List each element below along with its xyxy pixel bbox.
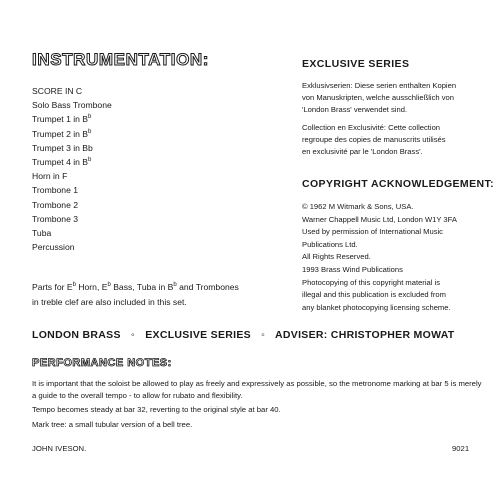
copyright-line: All Rights Reserved. <box>302 252 371 262</box>
notes-paragraph: Tempo becomes steady at bar 32, reverting to the original style at bar 40. <box>32 405 281 414</box>
separator-icon: ◦ <box>130 329 136 341</box>
instrumentation-heading: INSTRUMENTATION: <box>32 50 210 69</box>
copyright-line: © 1962 M Witmark & Sons, USA. <box>302 202 414 211</box>
list-item: Trumpet 4 in $B^b$ <box>32 157 92 168</box>
series-bar <box>32 329 472 341</box>
notes-paragraph: Mark tree: a small tubular version of a bell tree. <box>32 419 193 429</box>
copyright-line: illegal and this publication is excluded from <box>302 290 446 300</box>
series-adviser: ADVISER: CHRISTOPHER MOWAT <box>275 329 455 341</box>
copyright-line: any blanket photocopying licensing scheme. <box>302 302 451 312</box>
list-item: Tuba <box>32 228 52 239</box>
parts-note: Parts for $E^b$ Horn, $E^b$ Bass, Tuba in $B^b$ and Trombones in treble clef are also included in this set. <box>32 282 239 307</box>
copyright-line: Publications Ltd. <box>302 239 358 249</box>
list-item: Trombone 2 <box>32 199 79 210</box>
exclusive-series-text <box>302 80 497 158</box>
french-line: en exclusivité par le 'London Brass'. <box>302 147 423 156</box>
list-item: Trombone 3 <box>32 213 79 224</box>
list-item: Horn in F <box>32 171 68 182</box>
list-item: Trumpet 3 in Bb <box>32 142 93 153</box>
copyright-line: Photocopying of this copyright material is <box>302 277 441 287</box>
list-item: Trumpet 1 in $B^b$ <box>32 114 92 125</box>
performance-notes-heading: PERFORMANCE NOTES: <box>32 357 172 369</box>
list-item: Trumpet 2 in $B^b$ <box>32 128 92 139</box>
catalog-number: 9021 <box>452 444 470 453</box>
german-line: von Manuskripten, welche ausschließlich von <box>302 93 454 102</box>
french-line: Collection en Exclusivité: Cette collection <box>302 123 441 132</box>
list-item: SCORE IN C <box>32 86 83 96</box>
separator-icon: ◦ <box>261 329 266 341</box>
instrumentation-list <box>32 84 112 254</box>
copyright-text <box>302 201 497 314</box>
german-line: Exklusivserien: Diese serien enthalten Kopien <box>302 81 457 90</box>
signature: JOHN IVESON. <box>32 444 87 453</box>
list-item: Solo Bass Trombone <box>32 100 112 111</box>
list-item: Trombone 1 <box>32 185 79 196</box>
list-item: Percussion <box>32 242 75 253</box>
series-name: EXCLUSIVE SERIES <box>145 329 251 341</box>
copyright-heading: COPYRIGHT ACKNOWLEDGEMENT: <box>302 178 495 190</box>
exclusive-series-heading: EXCLUSIVE SERIES <box>302 58 410 70</box>
german-line: 'London Brass' verwendet sind. <box>302 105 408 114</box>
series-publisher: LONDON BRASS <box>32 329 121 341</box>
french-line: regroupe des copies de manuscrits utilisés <box>302 135 446 144</box>
copyright-line: Used by permission of International Music <box>302 227 443 237</box>
copyright-line: 1993 Brass Wind Publications <box>302 264 403 274</box>
notes-paragraph: It is important that the soloist be allowed to play as freely and expressively as possible, so the metronome marking at bar 5 is merely a guide to the overall tempo - to allow for rubato and flexibility. <box>32 379 482 400</box>
performance-notes-text <box>32 378 482 433</box>
copyright-line: Warner Chappell Music Ltd, London W1Y 3FA <box>302 214 457 224</box>
